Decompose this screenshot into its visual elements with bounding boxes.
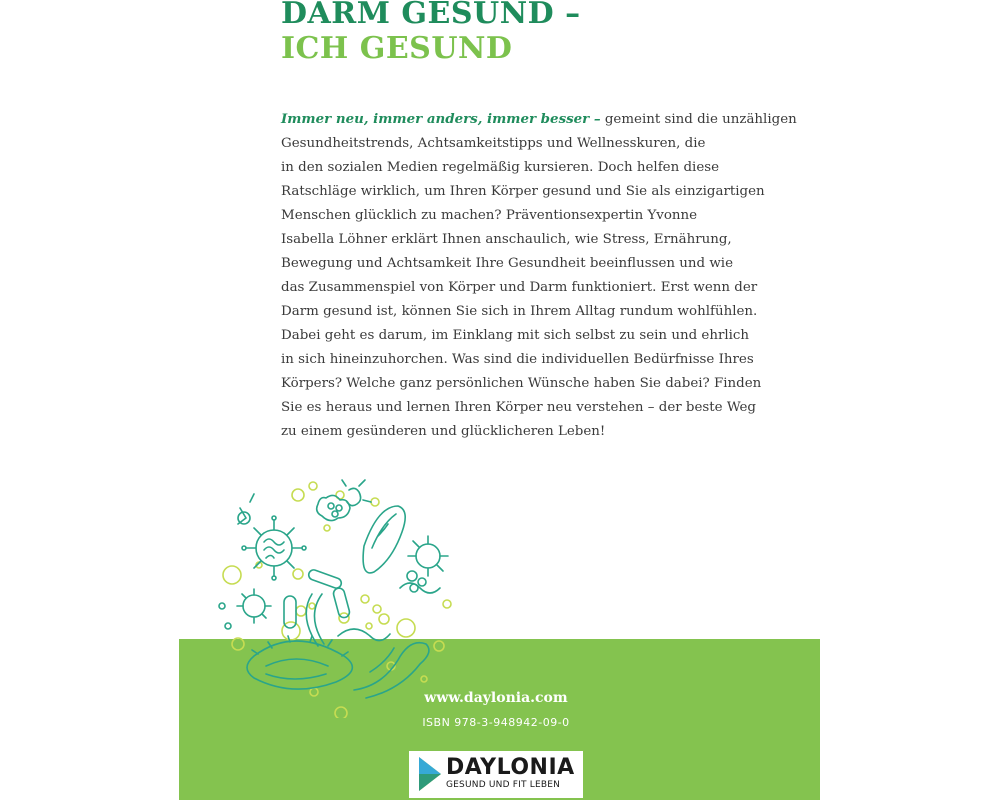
isbn-text: ISBN 978-3-948942-09-0 bbox=[422, 716, 570, 729]
blurb-line-first bbox=[281, 107, 797, 132]
blurb-line: Ratschläge wirklich, um Ihren Körper gesund und Sie als einzigartigen bbox=[281, 184, 765, 199]
blurb-line: in sich hineinzuhorchen. Was sind die individuellen Bedürfnisse Ihres bbox=[281, 352, 754, 367]
title-line-2: ICH GESUND bbox=[281, 31, 513, 66]
blurb-line: Dabei geht es darum, im Einklang mit sich selbst zu sein und ehrlich bbox=[281, 328, 750, 343]
blurb-line: in den sozialen Medien regelmäßig kursieren. Doch helfen diese bbox=[281, 160, 720, 175]
blurb-line: das Zusammenspiel von Körper und Darm funktioniert. Erst wenn der bbox=[281, 280, 758, 295]
blurb-line: Sie es heraus und lernen Ihren Körper neu verstehen – der beste Weg bbox=[281, 400, 757, 415]
blurb-lead: Immer neu, immer anders, immer besser – bbox=[281, 111, 601, 127]
daylonia-logo bbox=[409, 751, 583, 798]
microbiome-circle-illustration bbox=[214, 476, 464, 718]
blurb-line: Menschen glücklich zu machen? Präventionsexpertin Yvonne bbox=[281, 208, 698, 223]
blurb-line: Isabella Löhner erklärt Ihnen anschaulich, wie Stress, Ernährung, bbox=[281, 232, 732, 247]
blurb-line: zu einem gesünderen und glücklicheren Leben! bbox=[281, 424, 606, 439]
blurb-line-1-rest: gemeint sind die unzähligen bbox=[600, 112, 797, 127]
play-triangle-icon bbox=[419, 757, 441, 791]
blurb-line: Gesundheitstrends, Achtsamkeitstipps und Wellnesskuren, die bbox=[281, 136, 706, 151]
blurb-text bbox=[281, 107, 797, 444]
blurb-line: Bewegung und Achtsamkeit Ihre Gesundheit beeinflussen und wie bbox=[281, 256, 734, 271]
logo-tagline: GESUND UND FIT LEBEN bbox=[446, 780, 561, 790]
blurb-line: Darm gesund ist, können Sie sich in Ihrem Alltag rundum wohlfühlen. bbox=[281, 304, 758, 319]
blurb-line: Körpers? Welche ganz persönlichen Wünsche haben Sie dabei? Finden bbox=[281, 376, 762, 391]
website-link[interactable]: www.daylonia.com bbox=[424, 690, 568, 706]
title-line-1: DARM GESUND – bbox=[281, 0, 581, 31]
logo-name: DAYLONIA bbox=[446, 755, 575, 780]
